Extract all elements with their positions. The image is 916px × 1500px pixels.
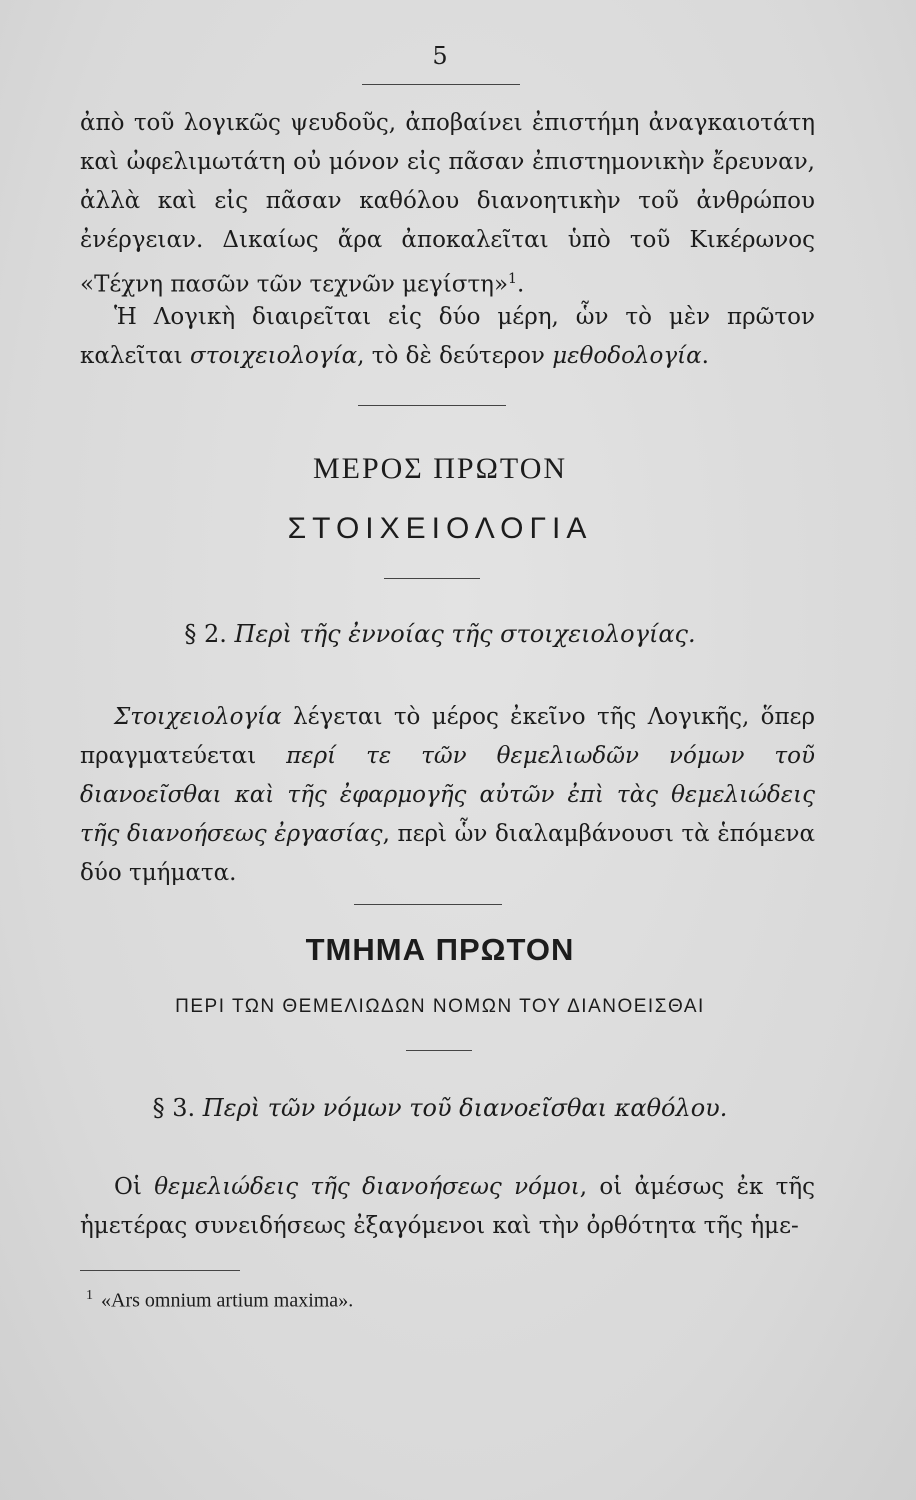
term-methodologia: μεθοδολογία bbox=[552, 343, 702, 369]
division-text-1: Ἡ Λογικὴ διαιρεῖται εἰς δύο μέρη, ὧν τὸ μὲν πρῶτον καλεῖται bbox=[80, 304, 815, 369]
intro-text: ἀπὸ τοῦ λογικῶς ψευδοῦς, ἀποβαίνει ἐπιστήμη ἀναγκαιοτάτη καὶ ὠφελιμωτάτη οὐ μόνον εἰς πᾶσαν ἐπιστημονικὴν ἔρευναν, ἀλλὰ καὶ εἰς πᾶσαν καθόλου διανοητικὴν τοῦ ἀνθρώπου ἐνέργειαν. Δικαίως ἄρα ἀποκαλεῖται ὑπὸ τοῦ Κικέρωνος «Τέχνη πασῶν τῶν τεχνῶν μεγίστη» bbox=[80, 110, 815, 298]
footnote bbox=[86, 1288, 353, 1313]
division-text-2: , τὸ δὲ δεύτερον bbox=[357, 343, 553, 369]
header-rule bbox=[362, 84, 520, 85]
divider-rule bbox=[406, 1050, 472, 1051]
intro-paragraph bbox=[80, 104, 815, 305]
section-2-text-2: , περὶ ὧν διαλαμβάνουσι τὰ ἑπόμενα δύο τμήματα. bbox=[80, 821, 815, 886]
section-2-title: Περὶ τῆς ἐννοίας τῆς στοιχειολογίας. bbox=[234, 620, 696, 648]
section-2-number: § 2. bbox=[184, 620, 227, 648]
term-stoicheiologia: στοιχειολογία bbox=[190, 343, 358, 369]
page-number: 5 bbox=[432, 42, 448, 70]
footnote-text: «Ars omnium artium maxima». bbox=[101, 1289, 354, 1312]
footnote-mark: 1 bbox=[86, 1288, 93, 1303]
section-3-heading bbox=[0, 1094, 880, 1122]
section-3-text-2: , οἱ ἀμέσως ἐκ τῆς ἡμετέρας συνειδήσεως ἐξαγόμενοι καὶ τὴν ὀρθότητα τῆς ἡμε- bbox=[80, 1174, 815, 1239]
section-3-paragraph bbox=[80, 1168, 815, 1246]
section-3-text-1: Οἱ bbox=[114, 1174, 155, 1200]
section-3-emphasis: θεμελιώδεις τῆς διανοήσεως νόμοι bbox=[154, 1174, 580, 1200]
divider-rule bbox=[384, 578, 480, 579]
section-2-paragraph bbox=[80, 698, 815, 893]
section-2-text-1: λέγεται τὸ μέρος ἐκεῖνο τῆς Λογικῆς, ὅπερ πραγματεύεται bbox=[80, 704, 815, 769]
intro-text-end: . bbox=[516, 271, 525, 298]
division-paragraph bbox=[80, 298, 815, 376]
section-2-heading bbox=[0, 620, 880, 648]
divider-rule bbox=[358, 405, 506, 406]
part-title: ΜΕΡΟΣ ΠΡΩΤΟΝ bbox=[312, 452, 568, 485]
tmima-title: ΤΜΗΜΑ ΠΡΩΤΟΝ bbox=[305, 932, 575, 967]
section-3-title: Περὶ τῶν νόμων τοῦ διανοεῖσθαι καθόλου. bbox=[202, 1094, 728, 1122]
footnote-reference: 1 bbox=[508, 271, 517, 287]
part-subtitle: ΣΤΟΙΧΕΙΟΛΟΓΙΑ bbox=[287, 512, 593, 545]
divider-rule bbox=[354, 904, 502, 905]
division-text-3: . bbox=[701, 343, 709, 369]
section-3-number: § 3. bbox=[152, 1094, 196, 1122]
section-2-emphasis: περί τε τῶν θεμελιωδῶν νόμων τοῦ διανοεῖσθαι καὶ τῆς ἐφαρμογῆς αὐτῶν ἐπὶ τὰς θεμελιώδεις τῆς διανοήσεως ἐργασίας bbox=[80, 743, 815, 847]
term-stoicheiologia-def: Στοιχειολογία bbox=[114, 704, 282, 730]
footnote-rule bbox=[80, 1270, 240, 1271]
tmima-subtitle: ΠΕΡΙ ΤΩΝ ΘΕΜΕΛΙΩΔΩΝ ΝΟΜΩΝ ΤΟΥ ΔΙΑΝΟΕΙΣΘΑΙ bbox=[175, 996, 705, 1017]
